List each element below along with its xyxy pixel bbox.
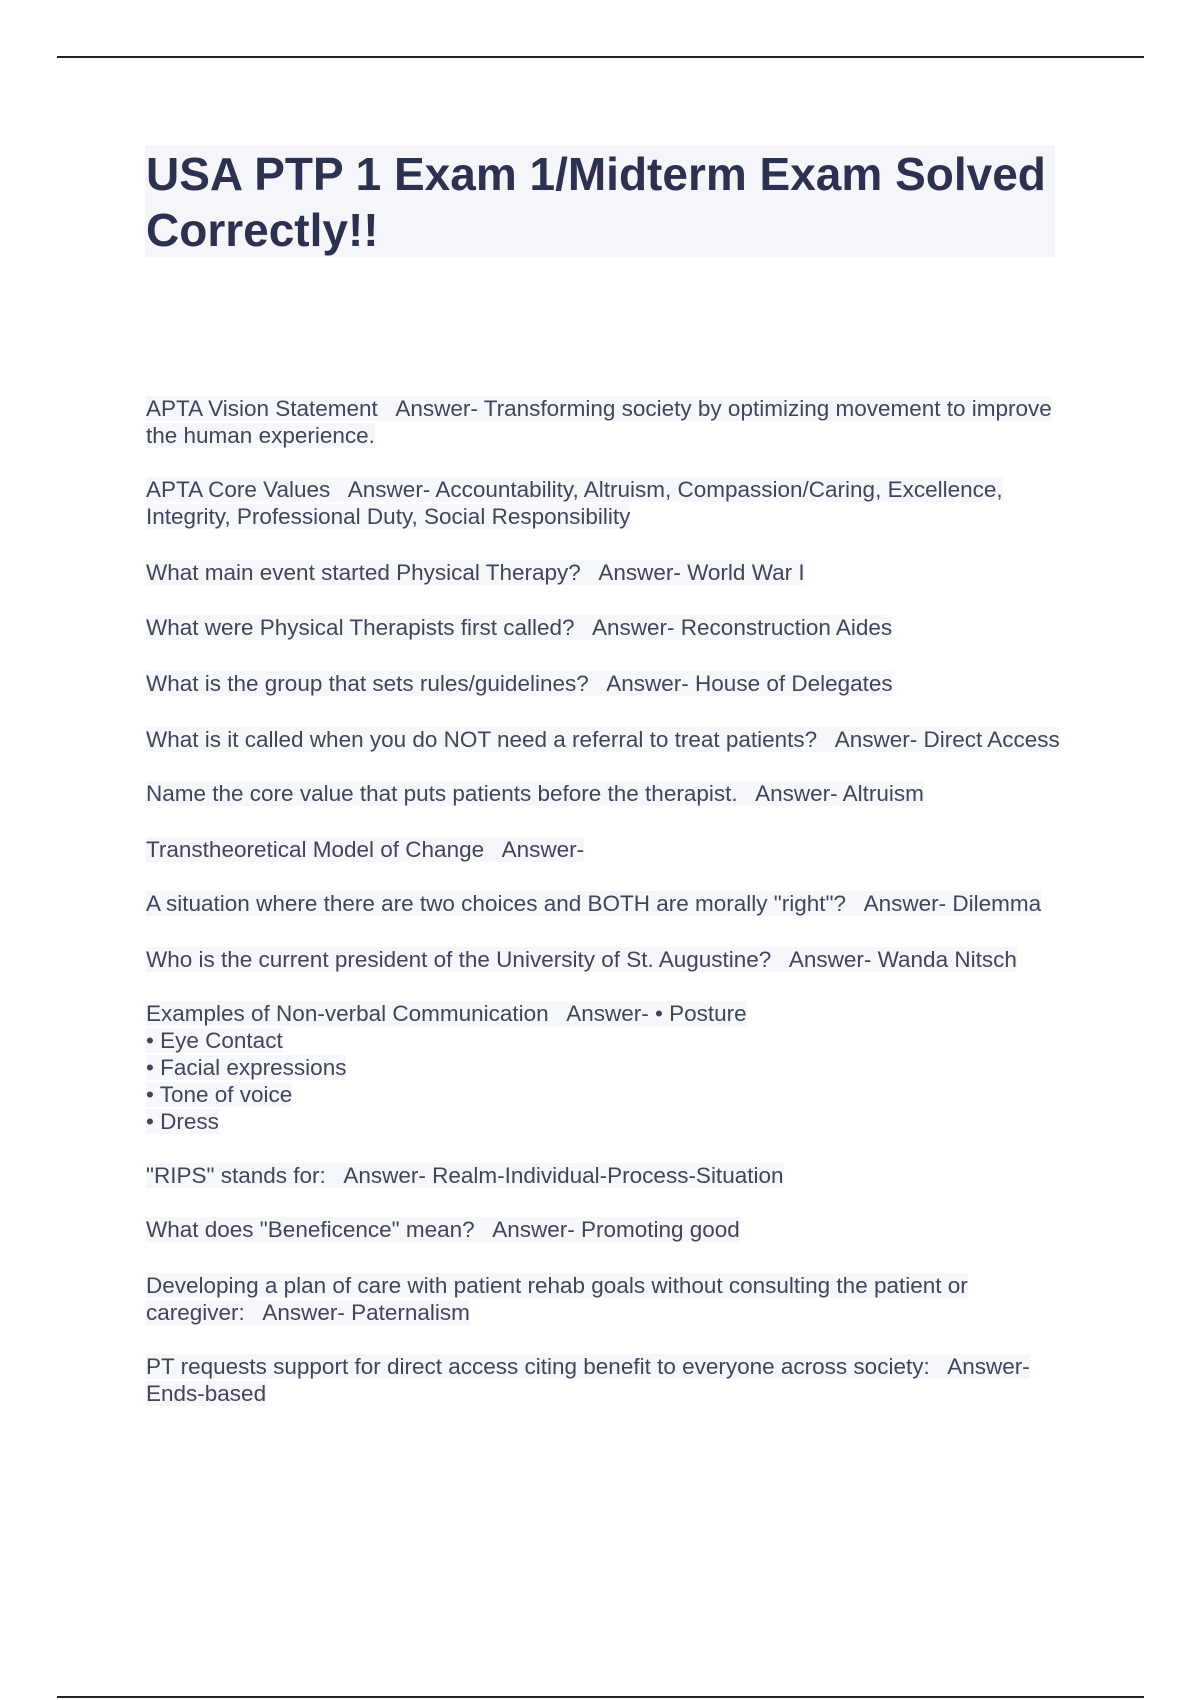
- qa-item: [146, 946, 1061, 973]
- answer-text: Direct Access: [923, 727, 1060, 752]
- question-text: What is it called when you do NOT need a referral to treat patients?: [146, 727, 818, 752]
- answer-prefix: Answer-: [492, 1217, 581, 1242]
- qa-line: [146, 891, 1041, 916]
- qa-item: [146, 614, 1061, 641]
- question-text: What is the group that sets rules/guidelines?: [146, 671, 589, 696]
- qa-line: [146, 1217, 740, 1242]
- answer-prefix: Answer-: [343, 1163, 433, 1188]
- question-text: Who is the current president of the University of St. Augustine?: [146, 947, 772, 972]
- qa-line: [146, 396, 1052, 448]
- top-rule: [57, 56, 1144, 58]
- qa-item: [146, 890, 1061, 917]
- question-text: Developing a plan of care with patient rehab goals without consulting the patient or caregiver:: [146, 1273, 968, 1325]
- qa-line: [146, 727, 1060, 752]
- answer-prefix: Answer-: [863, 891, 953, 916]
- answer-text: House of Delegates: [695, 671, 893, 696]
- qa-item: [146, 1162, 1061, 1189]
- answer-prefix: Answer-: [592, 615, 681, 640]
- bullet-line: • Dress: [146, 1109, 219, 1134]
- qa-line: [146, 671, 893, 696]
- answer-text: World War I: [687, 560, 805, 585]
- question-text: What main event started Physical Therapy?: [146, 560, 581, 585]
- question-text: Transtheoretical Model of Change: [146, 837, 485, 862]
- question-text: A situation where there are two choices and BOTH are morally "right"?: [146, 891, 847, 916]
- answer-prefix: Answer-: [566, 1001, 655, 1026]
- answer-text: Realm-Individual-Process-Situation: [432, 1163, 784, 1188]
- answer-prefix: Answer-: [262, 1300, 352, 1325]
- qa-line: [146, 560, 805, 585]
- bullet-line: • Tone of voice: [146, 1082, 293, 1107]
- qa-line: [146, 947, 1017, 972]
- answer-prefix: Answer-: [395, 396, 484, 421]
- qa-line: [146, 1273, 968, 1325]
- question-text: APTA Core Values: [146, 477, 331, 502]
- qa-item: [146, 670, 1061, 697]
- question-text: APTA Vision Statement: [146, 396, 378, 421]
- qa-item: [146, 780, 1061, 807]
- bullet-line: • Eye Contact: [146, 1028, 283, 1053]
- qa-item: [146, 836, 1061, 863]
- qa-item: [146, 395, 1061, 449]
- answer-text: Transforming society by optimizing movement to improve the human experience.: [146, 396, 1052, 448]
- qa-line: [146, 1163, 784, 1188]
- answer-prefix: Answer-: [606, 671, 696, 696]
- answer-text: Reconstruction Aides: [680, 615, 893, 640]
- answer-text: Altruism: [842, 781, 924, 806]
- question-text: What does "Beneficence" mean?: [146, 1217, 475, 1242]
- qa-line: [146, 477, 1003, 529]
- qa-item: [146, 726, 1061, 753]
- answer-prefix: Answer-: [598, 560, 688, 585]
- document-title: USA PTP 1 Exam 1/Midterm Exam Solved Correctly!!: [146, 148, 1046, 256]
- qa-item: [146, 1216, 1061, 1243]
- question-text: "RIPS" stands for:: [146, 1163, 326, 1188]
- answer-text: Promoting good: [580, 1217, 740, 1242]
- qa-item: [146, 1272, 1061, 1326]
- question-text: What were Physical Therapists first called?: [146, 615, 575, 640]
- bullet-line: • Facial expressions: [146, 1055, 347, 1080]
- qa-item: [146, 559, 1061, 586]
- answer-text: Wanda Nitsch: [877, 947, 1017, 972]
- qa-line: [146, 1001, 747, 1026]
- qa-item: [146, 1353, 1061, 1407]
- qa-item: [146, 1000, 1061, 1135]
- qa-line: [146, 1354, 1030, 1406]
- answer-text: Ends-based: [146, 1381, 267, 1406]
- answer-text: Dilemma: [952, 891, 1042, 916]
- answer-text: Paternalism: [351, 1300, 470, 1325]
- answer-text: Accountability, Altruism, Compassion/Caring, Excellence, Integrity, Professional Duty, Social Responsibility: [146, 477, 1003, 529]
- answer-prefix: Answer-: [347, 477, 436, 502]
- answer-prefix: Answer-: [755, 781, 843, 806]
- qa-line: [146, 837, 584, 862]
- bottom-rule: [57, 1696, 1144, 1698]
- question-text: Name the core value that puts patients before the therapist.: [146, 781, 738, 806]
- answer-text: • Posture: [654, 1001, 747, 1026]
- answer-prefix: Answer-: [834, 727, 924, 752]
- question-text: Examples of Non-verbal Communication: [146, 1001, 549, 1026]
- qa-line: [146, 615, 892, 640]
- question-text: PT requests support for direct access citing benefit to everyone across society:: [146, 1354, 930, 1379]
- qa-list: [146, 395, 1061, 1407]
- qa-item: [146, 476, 1061, 530]
- answer-prefix: Answer-: [947, 1354, 1030, 1379]
- answer-prefix: Answer-: [501, 837, 585, 862]
- answer-prefix: Answer-: [788, 947, 878, 972]
- qa-line: [146, 781, 924, 806]
